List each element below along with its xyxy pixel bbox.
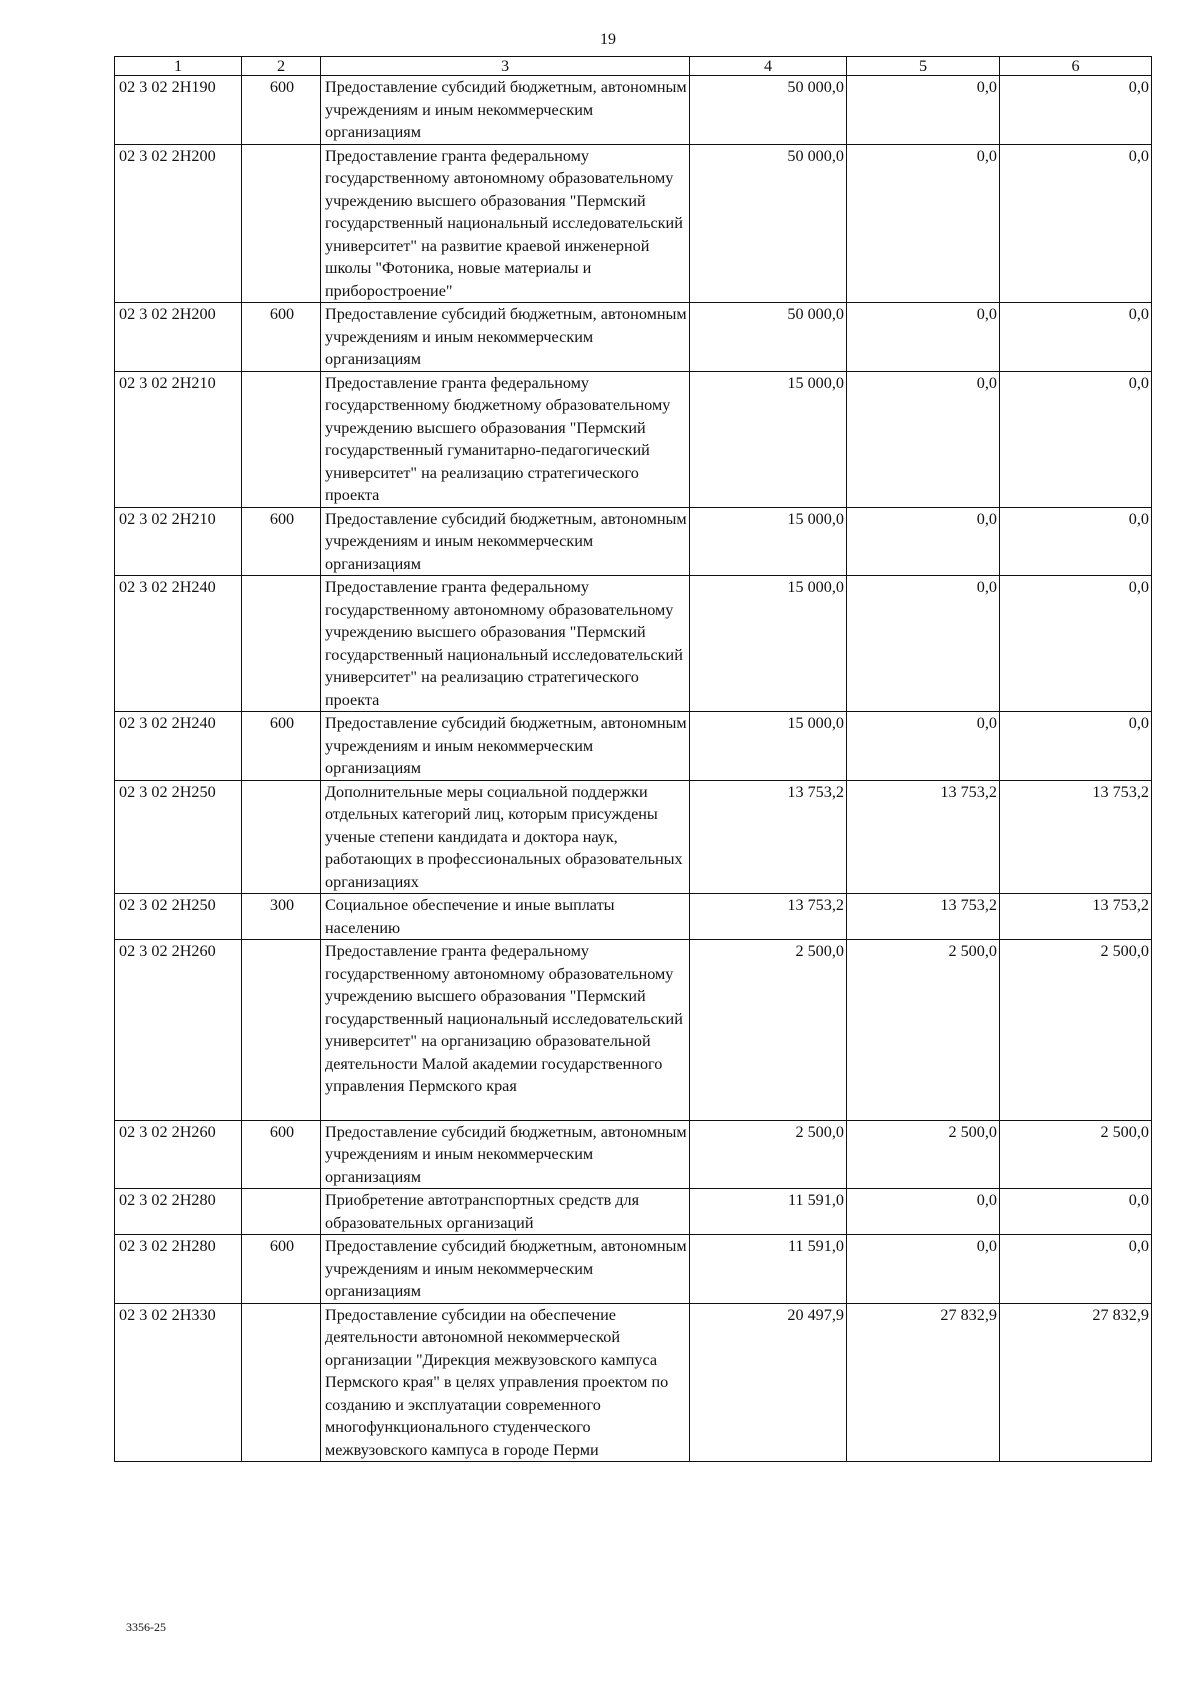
row-amount-col5: 0,0 — [847, 76, 1000, 145]
row-amount-col5: 0,0 — [847, 507, 1000, 576]
row-amount-col4: 15 000,0 — [690, 576, 847, 712]
row-name: Предоставление гранта федеральному государственному автономному образовательному учреждению высшего образования "Пермский государственный национальный исследовательский университет" на развитие краевой инженерной школы "Фотоника, новые материалы и приборостроение" — [321, 144, 690, 303]
row-amount-col5: 0,0 — [847, 712, 1000, 781]
row-amount-col6: 13 753,2 — [1000, 894, 1152, 940]
row-amount-col4: 13 753,2 — [690, 780, 847, 894]
row-expense-type: 600 — [242, 712, 321, 781]
row-code: 02 3 02 2Н330 — [115, 1303, 242, 1462]
row-amount-col4: 15 000,0 — [690, 507, 847, 576]
row-amount-col4: 11 591,0 — [690, 1189, 847, 1235]
row-code: 02 3 02 2Н250 — [115, 780, 242, 894]
row-amount-col4: 15 000,0 — [690, 371, 847, 507]
row-amount-col4: 2 500,0 — [690, 940, 847, 1121]
table-header-row — [115, 57, 1152, 76]
row-name: Предоставление гранта федеральному государственному автономному образовательному учреждению высшего образования "Пермский государственный национальный исследовательский университет" на реализацию стратегического проекта — [321, 576, 690, 712]
row-name: Предоставление субсидий бюджетным, автономным учреждениям и иным некоммерческим организациям — [321, 507, 690, 576]
row-expense-type — [242, 940, 321, 1121]
row-name: Предоставление субсидий бюджетным, автономным учреждениям и иным некоммерческим организациям — [321, 303, 690, 372]
row-code: 02 3 02 2Н190 — [115, 76, 242, 145]
row-amount-col5: 0,0 — [847, 144, 1000, 303]
row-amount-col6: 2 500,0 — [1000, 1120, 1152, 1189]
row-amount-col5: 0,0 — [847, 303, 1000, 372]
table-row — [115, 1120, 1152, 1189]
table-row — [115, 894, 1152, 940]
table-row — [115, 371, 1152, 507]
row-amount-col6: 0,0 — [1000, 1235, 1152, 1304]
row-expense-type: 600 — [242, 76, 321, 145]
row-name: Приобретение автотранспортных средств для образовательных организаций — [321, 1189, 690, 1235]
row-amount-col4: 11 591,0 — [690, 1235, 847, 1304]
table-row — [115, 1303, 1152, 1462]
row-code: 02 3 02 2Н200 — [115, 144, 242, 303]
row-code: 02 3 02 2Н280 — [115, 1189, 242, 1235]
table-row — [115, 940, 1152, 1121]
column-header-4: 4 — [690, 57, 847, 76]
row-amount-col5: 13 753,2 — [847, 780, 1000, 894]
column-header-3: 3 — [321, 57, 690, 76]
row-amount-col4: 20 497,9 — [690, 1303, 847, 1462]
table-row — [115, 303, 1152, 372]
row-code: 02 3 02 2Н210 — [115, 507, 242, 576]
row-expense-type: 600 — [242, 303, 321, 372]
budget-table — [114, 56, 1152, 1462]
row-expense-type — [242, 780, 321, 894]
row-amount-col6: 2 500,0 — [1000, 940, 1152, 1121]
row-amount-col6: 0,0 — [1000, 371, 1152, 507]
row-amount-col4: 2 500,0 — [690, 1120, 847, 1189]
row-code: 02 3 02 2Н260 — [115, 940, 242, 1121]
row-amount-col6: 0,0 — [1000, 76, 1152, 145]
row-amount-col5: 0,0 — [847, 576, 1000, 712]
row-amount-col4: 50 000,0 — [690, 303, 847, 372]
row-amount-col5: 27 832,9 — [847, 1303, 1000, 1462]
column-header-5: 5 — [847, 57, 1000, 76]
row-amount-col5: 0,0 — [847, 1235, 1000, 1304]
row-name: Предоставление гранта федеральному государственному бюджетному образовательному учреждению высшего образования "Пермский государственный гуманитарно-педагогический университет" на реализацию стратегического проекта — [321, 371, 690, 507]
table-row — [115, 712, 1152, 781]
row-name: Предоставление субсидий бюджетным, автономным учреждениям и иным некоммерческим организациям — [321, 712, 690, 781]
row-amount-col4: 13 753,2 — [690, 894, 847, 940]
row-code: 02 3 02 2Н250 — [115, 894, 242, 940]
row-amount-col4: 15 000,0 — [690, 712, 847, 781]
row-amount-col5: 2 500,0 — [847, 1120, 1000, 1189]
table-row — [115, 780, 1152, 894]
row-amount-col5: 0,0 — [847, 371, 1000, 507]
column-header-2: 2 — [242, 57, 321, 76]
document-code: 3356-25 — [126, 1620, 166, 1634]
table-row — [115, 144, 1152, 303]
table-row — [115, 507, 1152, 576]
row-expense-type: 600 — [242, 507, 321, 576]
row-expense-type — [242, 371, 321, 507]
table-row — [115, 76, 1152, 145]
row-expense-type — [242, 1303, 321, 1462]
row-amount-col4: 50 000,0 — [690, 144, 847, 303]
row-code: 02 3 02 2Н210 — [115, 371, 242, 507]
table-row — [115, 1189, 1152, 1235]
row-amount-col6: 0,0 — [1000, 576, 1152, 712]
page-number: 19 — [600, 31, 616, 48]
row-expense-type: 600 — [242, 1235, 321, 1304]
row-code: 02 3 02 2Н280 — [115, 1235, 242, 1304]
row-amount-col4: 50 000,0 — [690, 76, 847, 145]
row-name: Предоставление субсидий бюджетным, автономным учреждениям и иным некоммерческим организациям — [321, 1120, 690, 1189]
row-amount-col6: 0,0 — [1000, 507, 1152, 576]
row-name: Предоставление субсидий бюджетным, автономным учреждениям и иным некоммерческим организациям — [321, 76, 690, 145]
row-amount-col6: 0,0 — [1000, 144, 1152, 303]
row-code: 02 3 02 2Н200 — [115, 303, 242, 372]
row-amount-col6: 0,0 — [1000, 1189, 1152, 1235]
row-name: Социальное обеспечение и иные выплаты населению — [321, 894, 690, 940]
row-amount-col5: 2 500,0 — [847, 940, 1000, 1121]
row-expense-type: 300 — [242, 894, 321, 940]
row-code: 02 3 02 2Н260 — [115, 1120, 242, 1189]
column-header-1: 1 — [115, 57, 242, 76]
row-amount-col6: 0,0 — [1000, 303, 1152, 372]
row-name: Предоставление субсидий бюджетным, автономным учреждениям и иным некоммерческим организациям — [321, 1235, 690, 1304]
table-row — [115, 1235, 1152, 1304]
row-name: Предоставление субсидии на обеспечение деятельности автономной некоммерческой организации "Дирекция межвузовского кампуса Пермского края" в целях управления проектом по созданию и эксплуатации современного многофункционального студенческого межвузовского кампуса в городе Перми — [321, 1303, 690, 1462]
row-amount-col6: 0,0 — [1000, 712, 1152, 781]
row-code: 02 3 02 2Н240 — [115, 576, 242, 712]
row-amount-col5: 13 753,2 — [847, 894, 1000, 940]
row-code: 02 3 02 2Н240 — [115, 712, 242, 781]
row-expense-type — [242, 144, 321, 303]
row-name: Предоставление гранта федеральному государственному автономному образовательному учреждению высшего образования "Пермский государственный национальный исследовательский университет" на организацию образовательной деятельности Малой академии государственного управления Пермского края — [321, 940, 690, 1121]
row-name: Дополнительные меры социальной поддержки отдельных категорий лиц, которым присуждены ученые степени кандидата и доктора наук, работающих в профессиональных образовательных организациях — [321, 780, 690, 894]
table-row — [115, 576, 1152, 712]
row-expense-type — [242, 1189, 321, 1235]
column-header-6: 6 — [1000, 57, 1152, 76]
row-amount-col6: 13 753,2 — [1000, 780, 1152, 894]
row-expense-type: 600 — [242, 1120, 321, 1189]
row-amount-col6: 27 832,9 — [1000, 1303, 1152, 1462]
row-amount-col5: 0,0 — [847, 1189, 1000, 1235]
row-expense-type — [242, 576, 321, 712]
